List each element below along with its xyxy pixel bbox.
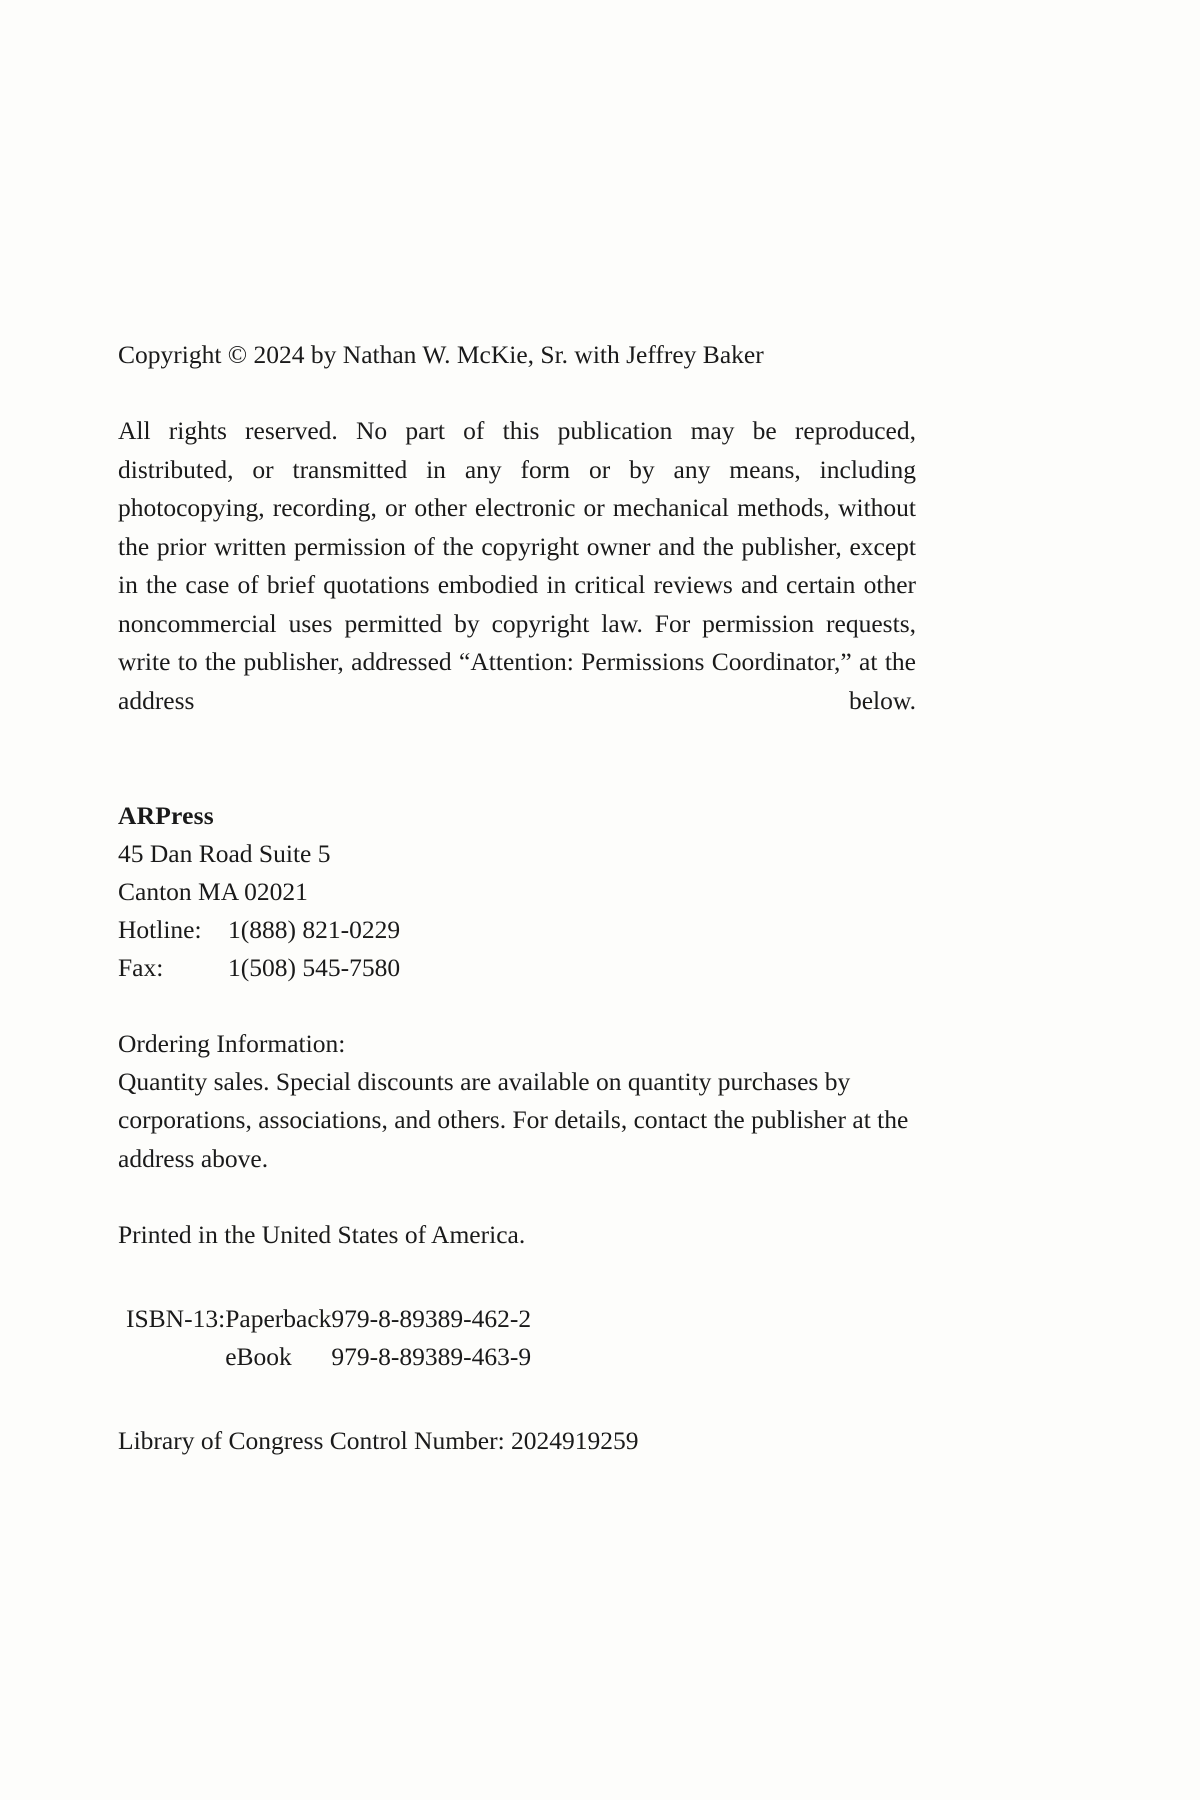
isbn-number-ebook: 979-8-89389-463-9 <box>331 1342 532 1371</box>
page-content <box>118 336 916 1460</box>
publisher-hotline <box>118 911 916 949</box>
library-of-congress-control-number: Library of Congress Control Number: 2024919259 <box>118 1426 639 1455</box>
spacer <box>118 1254 916 1300</box>
publisher-fax <box>118 949 916 987</box>
fax-number: 1(508) 545-7580 <box>228 952 401 982</box>
publisher-street: 45 Dan Road Suite 5 <box>118 838 331 868</box>
copyright-credit-line: Copyright © 2024 by Nathan W. McKie, Sr. with Jeffrey Baker <box>118 340 764 369</box>
isbn-format-ebook: eBook <box>225 1342 292 1371</box>
spacer <box>118 1178 916 1216</box>
table-row <box>126 1300 531 1338</box>
ordering-information-heading: Ordering Information: <box>118 1028 346 1058</box>
publisher-city-state-zip: Canton MA 02021 <box>118 876 308 906</box>
fax-label: Fax: <box>118 952 164 982</box>
isbn-number-paperback: 979-8-89389-462-2 <box>331 1304 532 1333</box>
hotline-label: Hotline: <box>118 914 202 944</box>
isbn-label-empty <box>126 1338 225 1376</box>
printed-in-statement: Printed in the United States of America. <box>118 1220 526 1249</box>
spacer <box>118 374 916 412</box>
hotline-number: 1(888) 821-0229 <box>228 914 401 944</box>
publisher-address-block <box>118 797 916 987</box>
table-row <box>126 1338 531 1376</box>
ordering-information-body: Quantity sales. Special discounts are available on quantity purchases by corporations, associations, and others. For details, contact the publisher at the address above. <box>118 1066 909 1173</box>
all-rights-reserved-paragraph: All rights reserved. No part of this publication may be reproduced, distributed, or transmitted in any form or by any means, including photocopying, recording, or other electronic or mechanical methods, without the prior written permission of the copyright owner and the publisher, except in the case of brief quotations embodied in critical reviews and certain other noncommercial uses permitted by copyright law. For permission requests, write to the publisher, addressed “Attention: Permissions Coordinator,” at the address below. <box>118 416 916 715</box>
spacer <box>118 987 916 1025</box>
spacer <box>118 1376 916 1422</box>
isbn-format-paperback: Paperback <box>225 1304 332 1333</box>
isbn-label: ISBN-13: <box>126 1304 226 1333</box>
ordering-information-block <box>118 1025 916 1179</box>
isbn-table <box>126 1300 531 1376</box>
publisher-name: ARPress <box>118 800 214 830</box>
spacer <box>118 759 916 797</box>
